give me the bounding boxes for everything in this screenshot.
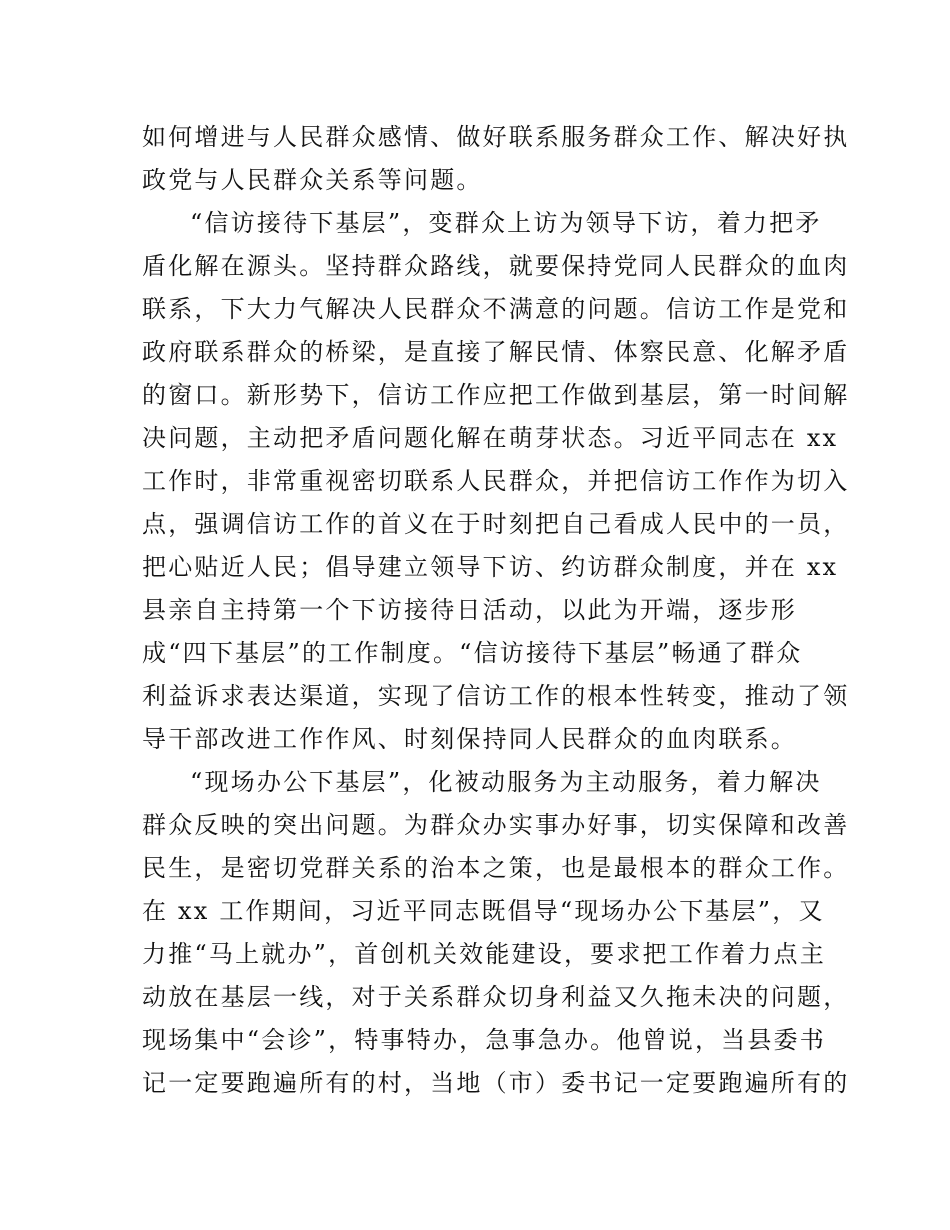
text-line: 利益诉求表达渠道，实现了信访工作的根本性转变，推动了领 [142, 682, 850, 710]
text-line: 工作时，非常重视密切联系人民群众，并把信访工作作为切入 [142, 467, 850, 495]
text-line: 群众反映的突出问题。为群众办实事办好事，切实保障和改善 [142, 811, 850, 839]
text-line: 点，强调信访工作的首义在于时刻把自己看成人民中的一员， [142, 510, 850, 538]
text-line: 在 xx 工作期间，习近平同志既倡导“现场办公下基层”，又 [142, 897, 825, 925]
text-line: 政党与人民群众关系等问题。 [142, 166, 483, 194]
text-line: 盾化解在源头。坚持群众路线，就要保持党同人民群众的血肉 [142, 252, 850, 280]
paragraph-start-line: “信访接待下基层”，变群众上访为领导下访，着力把矛 [190, 209, 822, 237]
text-line: 成“四下基层”的工作制度。“信访接待下基层”畅通了群众 [142, 639, 803, 667]
text-line: 政府联系群众的桥梁，是直接了解民情、体察民意、化解矛盾 [142, 338, 850, 366]
text-line: 民生，是密切党群关系的治本之策，也是最根本的群众工作。 [142, 854, 850, 882]
paragraph-start-line: “现场办公下基层”，化被动服务为主动服务，着力解决 [190, 768, 822, 796]
text-line: 导干部改进工作作风、时刻保持同人民群众的血肉联系。 [142, 725, 797, 753]
text-line: 把心贴近人民；倡导建立领导下访、约访群众制度，并在 xx [142, 553, 839, 581]
text-line: 记一定要跑遍所有的村，当地（市）委书记一定要跑遍所有的 [142, 1069, 850, 1097]
text-line: 县亲自主持第一个下访接待日活动，以此为开端，逐步形 [142, 596, 797, 624]
text-line: 联系，下大力气解决人民群众不满意的问题。信访工作是党和 [142, 295, 850, 323]
text-line: 如何增进与人民群众感情、做好联系服务群众工作、解决好执 [142, 123, 850, 151]
body-text [142, 116, 850, 1105]
text-line: 的窗口。新形势下，信访工作应把工作做到基层，第一时间解 [142, 381, 850, 409]
text-line: 现场集中“会诊”，特事特办，急事急办。他曾说，当县委书 [142, 1026, 826, 1054]
text-line: 动放在基层一线，对于关系群众切身利益又久拖未决的问题， [142, 983, 850, 1011]
text-line: 决问题，主动把矛盾问题化解在萌芽状态。习近平同志在 xx [142, 424, 839, 452]
text-line: 力推“马上就办”，首创机关效能建设，要求把工作着力点主 [142, 940, 826, 968]
